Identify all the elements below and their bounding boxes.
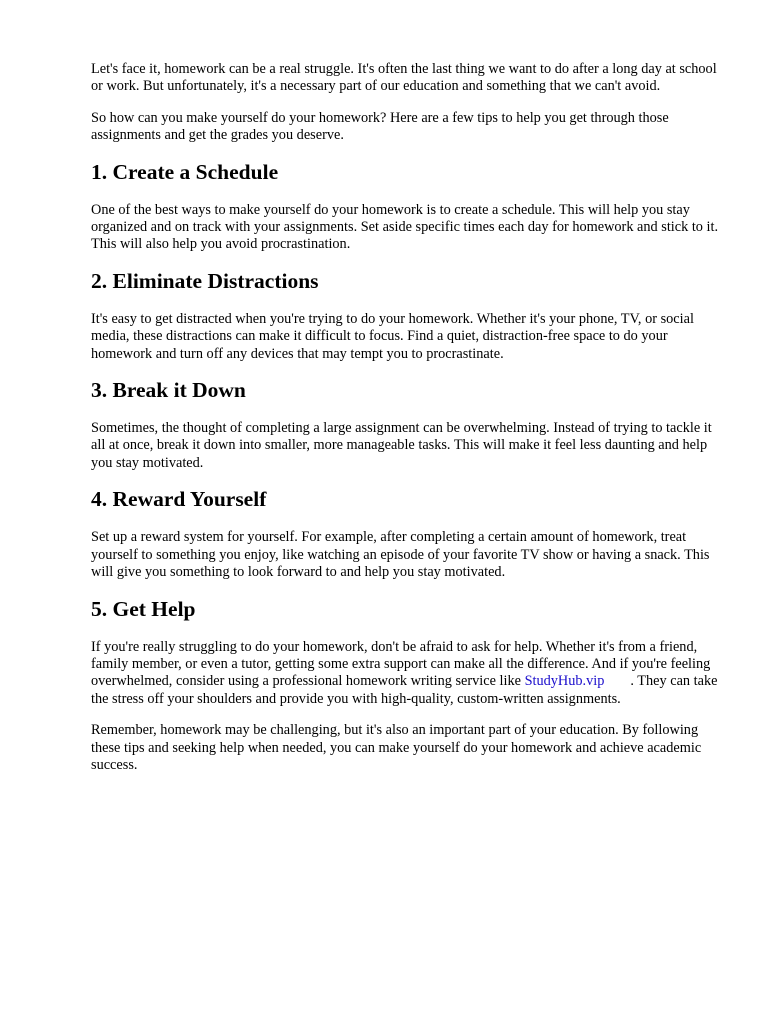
intro-paragraph-2: So how can you make yourself do your homework? Here are a few tips to help you get through those assignments and get the grades you deserve. [91,109,669,144]
section-body-create-schedule: One of the best ways to make yourself do your homework is to create a schedule. This will help you stay organized and on track with your assignments. Set aside specific times each day for homework and stick to it. This will also help you avoid procrastination. [91,201,719,253]
section-body-break-it-down: Sometimes, the thought of completing a large assignment can be overwhelming. Instead of trying to tackle it all at once, break it down into smaller, more manageable tasks. This will make it feel less daunting and help you stay motivated. [91,420,712,471]
section-heading-get-help: 5. Get Help [91,596,196,621]
studyhub-link[interactable]: StudyHub.vip [524,673,605,690]
get-help-text-after-link: . They can take the stress off your shoulders and provide you with high-quality, custom-written assignments. [91,673,718,707]
section-body-get-help [91,639,723,709]
closing-paragraph: Remember, homework may be challenging, but it's also an important part of your education. By following these tips and seeking help when needed, you can make yourself do your homework and achieve academic success. [91,722,702,773]
section-body-reward-yourself: Set up a reward system for yourself. For example, after completing a certain amount of homework, treat yourself to something you enjoy, like watching an episode of your favorite TV show or having a snack. This will give you something to look forward to and help you stay motivated. [91,529,710,581]
section-heading-eliminate-distractions: 2. Eliminate Distractions [91,268,319,293]
section-heading-create-schedule: 1. Create a Schedule [91,159,279,184]
get-help-text-before-link: If you're really struggling to do your homework, don't be afraid to ask for help. Whether it's from a friend, family member, or even a tutor, getting some extra support can make all the difference. And if you're feeling overwhelmed, consider using a professional homework writing service like [91,638,711,690]
section-heading-break-it-down: 3. Break it Down [91,378,246,403]
section-body-eliminate-distractions: It's easy to get distracted when you're trying to do your homework. Whether it's your phone, TV, or social media, these distractions can make it difficult to focus. Find a quiet, distraction-free space to do your homework and turn off any devices that may tempt you to procrastinate. [91,310,694,362]
section-heading-reward-yourself: 4. Reward Yourself [91,487,267,512]
intro-paragraph-1: Let's face it, homework can be a real struggle. It's often the last thing we want to do after a long day at school or work. But unfortunately, it's a necessary part of our education and something that we can't avoid. [91,61,717,95]
